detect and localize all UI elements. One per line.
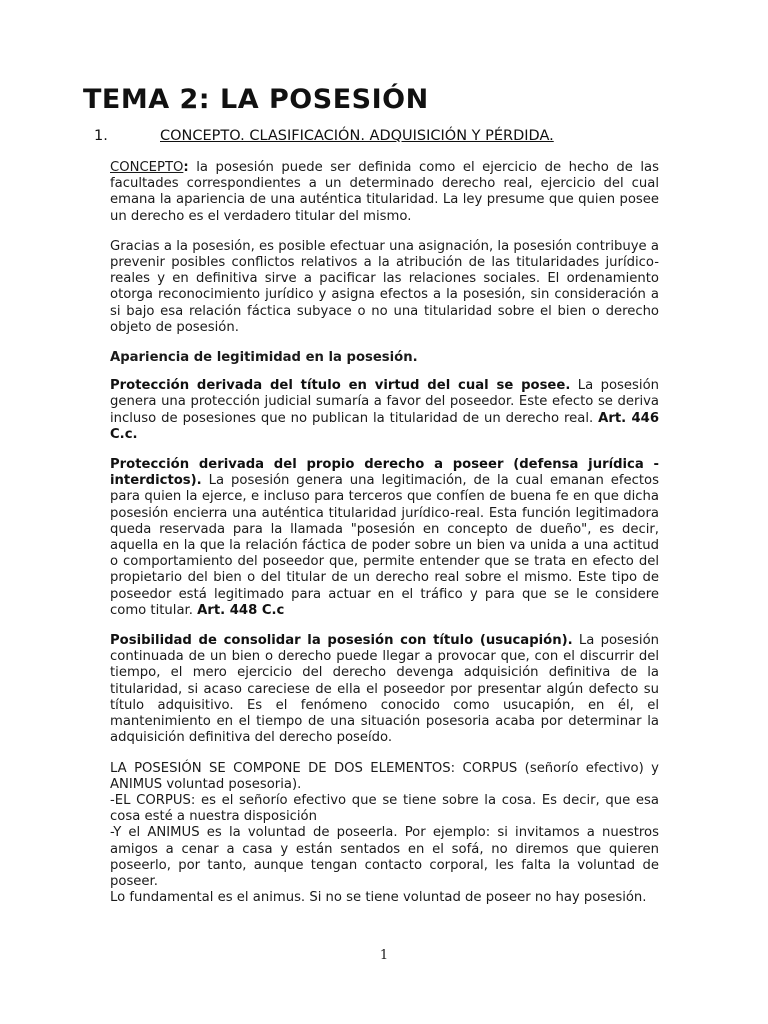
proteccion-titulo-text: La posesión genera una protección judicial sumaría a favor del poseedor. Este efecto se deriva incluso de posesiones que no publican la titularidad de un derecho real. [110, 378, 659, 426]
paragraph-usucapion [110, 633, 659, 746]
paragraph-gracias: Gracias a la posesión, es posible efectuar una asignación, la posesión contribuye a prevenir posibles conflictos relativos a la atribución de las titularidades jurídico-reales y en definitiva sirve a pacificar las relaciones sociales. El ordenamiento otorga reconocimiento jurídico y asigna efectos a la posesión, sin consideración a si bajo esa relación fáctica subyace o no una titularidad sobre el bien o derecho objeto de posesión. [110, 238, 659, 335]
elementos-line-2: -EL CORPUS: es el señorío efectivo que se tiene sobre la cosa. Es decir, que esa cosa esté a nuestra disposición [110, 792, 659, 825]
document-body [110, 160, 659, 906]
paragraph-concepto [110, 160, 659, 225]
paragraph-proteccion-titulo [110, 378, 659, 443]
section-heading [94, 128, 654, 144]
paragraph-proteccion-derecho [110, 457, 659, 619]
proteccion-titulo-ref: Art. 446 C.c. [110, 410, 659, 442]
subheading-apariencia: Apariencia de legitimidad en la posesión. [110, 350, 418, 366]
page-title: TEMA 2: LA POSESIÓN [83, 84, 429, 115]
proteccion-derecho-ref: Art. 448 C.c [197, 602, 285, 618]
section-number: 1. [94, 128, 108, 144]
elementos-line-4: Lo fundamental es el animus. Si no se tiene voluntad de poseer no hay posesión. [110, 890, 647, 906]
concepto-colon: : [183, 160, 189, 175]
elementos-line-1: LA POSESIÓN SE COMPONE DE DOS ELEMENTOS: CORPUS (señorío efectivo) y ANIMUS voluntad posesoria). [110, 760, 659, 792]
section-heading-text: CONCEPTO. CLASIFICACIÓN. ADQUISICIÓN Y PÉRDIDA. [160, 128, 554, 144]
elementos-line-3: -Y el ANIMUS es la voluntad de poseerla. Por ejemplo: si invitamos a nuestros amigos a cenar a casa y están sentados en el sofá, no diremos que quieren poseerlo, por tanto, aunque tengan contacto corporal, les falta la voluntad de poseer. [110, 825, 659, 889]
usucapion-text: La posesión continuada de un bien o derecho puede llegar a provocar que, con el discurrir del tiempo, el mero ejercicio del derecho devenga adquisición definitiva de la titularidad, si acaso careciese de ella el poseedor por presentar algún defecto su título adquisitivo. Es el fenómeno conocido como usucapión, en él, el mantenimiento en el tiempo de una situación posesoria acaba por determinar la adquisición definitiva del derecho poseído. [110, 633, 659, 746]
usucapion-heading: Posibilidad de consolidar la posesión con título (usucapión). [110, 633, 573, 649]
concepto-text: la posesión puede ser definida como el ejercicio de hecho de las facultades correspondientes a un determinado derecho real, ejercicio del cual emana la apariencia de una auténtica titularidad. La ley presume que quien posee un derecho es el verdadero titular del mismo. [110, 160, 659, 224]
page-number: 1 [379, 948, 389, 963]
proteccion-titulo-heading: Protección derivada del título en virtud del cual se posee. [110, 378, 571, 394]
proteccion-derecho-text: La posesión genera una legitimación, de la cual emanan efectos para quien la ejerce, e incluso para terceros que confíen de buena fe en que dicha posesión encierra una auténtica titularidad jurídico-real. Esta función legitimadora queda reservada para la llamada "posesión en concepto de dueño", es decir, aquella en la que la relación fáctica de poder sobre un bien va unida a una actitud o comportamiento del poseedor que, permite entender que se trata en efecto del propietario del bien o del titular de un derecho real sobre el mismo. Este tipo de poseedor está legitimado para actuar en el tráfico y para que se le considere como titular. [110, 473, 659, 618]
concepto-label: CONCEPTO [110, 160, 184, 175]
proteccion-derecho-heading: Protección derivada del propio derecho a poseer (defensa jurídica - interdictos). [110, 457, 659, 489]
